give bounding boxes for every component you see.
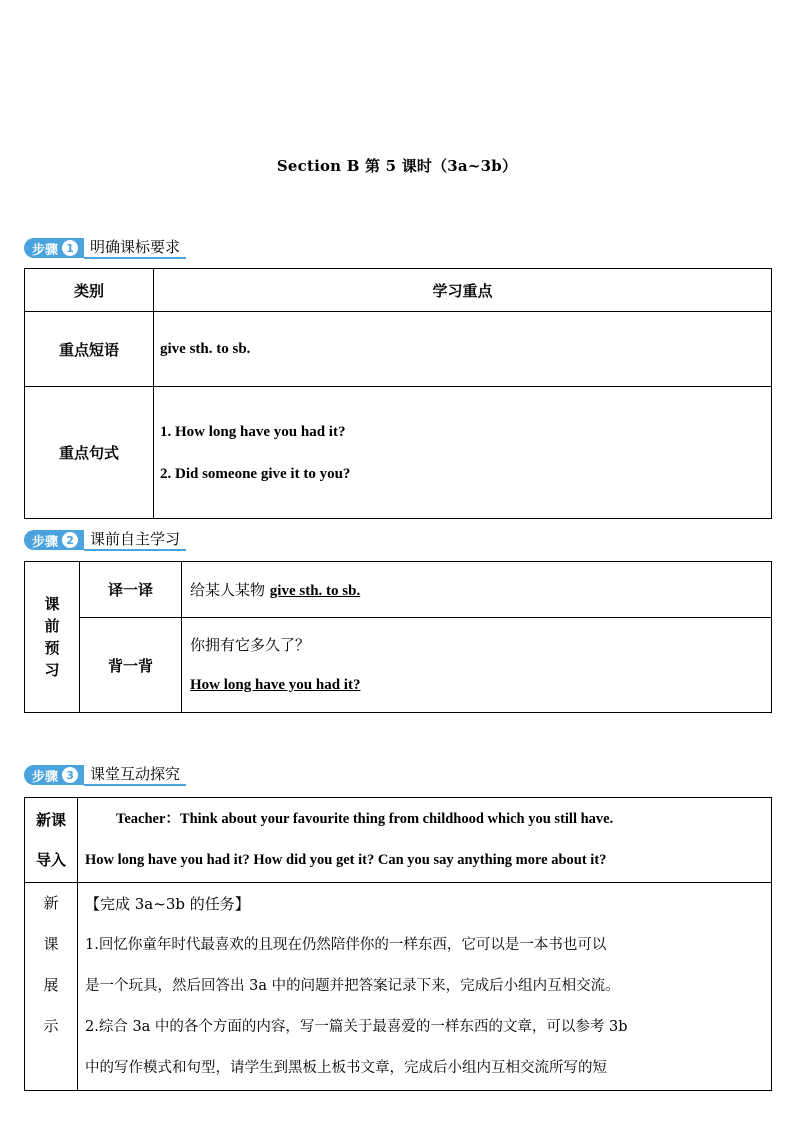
side-char: 前	[44, 617, 60, 635]
task-line-2: 是一个玩具，然后回答出 3a 中的问题并把答案记录下来，完成后小组内互相交流。	[85, 978, 620, 994]
row-label-sentences: 重点句式	[25, 387, 154, 519]
recite-label: 背一背	[80, 618, 182, 713]
preview-side-label	[25, 562, 80, 713]
step-number-icon: 3	[62, 767, 78, 783]
side-char: 课	[44, 595, 60, 613]
step-badge	[24, 765, 84, 785]
show-label-char: 新	[43, 894, 59, 912]
translate-content	[182, 562, 772, 618]
task-title: 【完成 3a~3b 的任务】	[85, 895, 250, 913]
translate-prompt: 给某人某物	[190, 581, 270, 599]
step-title: 课前自主学习	[84, 529, 186, 551]
show-label-char: 示	[43, 1017, 59, 1035]
task-line-3: 2.综合 3a 中的各个方面的内容，写一篇关于最喜爱的一样东西的文章，可以参考 3b	[85, 1019, 628, 1035]
show-label-char: 课	[43, 935, 59, 953]
step-badge	[24, 238, 84, 258]
step-title: 明确课标要求	[84, 237, 186, 259]
step-title: 课堂互动探究	[84, 764, 186, 786]
intro-label-line: 导入	[35, 851, 66, 869]
show-label-char: 展	[43, 976, 59, 994]
step-number-icon: 2	[62, 532, 78, 548]
row-label-phrases: 重点短语	[25, 312, 154, 387]
task-line-4: 中的写作模式和句型，请学生到黑板上板书文章，完成后小组内互相交流所写的短	[85, 1060, 607, 1076]
intro-text-line-2: How long have you had it? How did you get it? Can you say anything more about it?	[85, 852, 607, 868]
step-1-heading	[24, 237, 186, 259]
step-badge-label: 步骤	[32, 534, 59, 550]
recite-question: 你拥有它多久了？	[190, 636, 311, 654]
page-title: Section B 第 5 课时（3a~3b）	[276, 157, 518, 175]
translate-answer: give sth. to sb.	[269, 583, 361, 599]
show-label	[25, 883, 78, 1091]
requirements-table	[24, 268, 772, 519]
key-phrase: give sth. to sb.	[154, 312, 772, 387]
header-focus: 学习重点	[154, 269, 772, 312]
interaction-table	[24, 797, 772, 1091]
side-char: 习	[44, 661, 60, 679]
step-badge	[24, 530, 84, 550]
key-sentence-1: 1. How long have you had it?	[160, 423, 346, 440]
side-char: 预	[44, 639, 60, 657]
key-sentence-2: 2. Did someone give it to you?	[160, 465, 351, 482]
recite-answer: How long have you had it?	[190, 677, 361, 693]
step-2-heading	[24, 529, 186, 551]
step-badge-label: 步骤	[32, 769, 59, 785]
preview-table	[24, 561, 772, 713]
intro-label-line: 新课	[35, 811, 66, 829]
translate-label: 译一译	[80, 562, 182, 618]
header-category: 类别	[25, 269, 154, 312]
intro-label	[25, 798, 78, 883]
step-badge-label: 步骤	[32, 242, 59, 258]
step-3-heading	[24, 764, 186, 786]
task-line-1: 1.回忆你童年时代最喜欢的且现在仍然陪伴你的一样东西，它可以是一本书也可以	[85, 937, 607, 953]
step-number-icon: 1	[62, 240, 78, 256]
intro-text-line-1: Teacher：Think about your favourite thing from childhood which you still have.	[116, 811, 614, 827]
